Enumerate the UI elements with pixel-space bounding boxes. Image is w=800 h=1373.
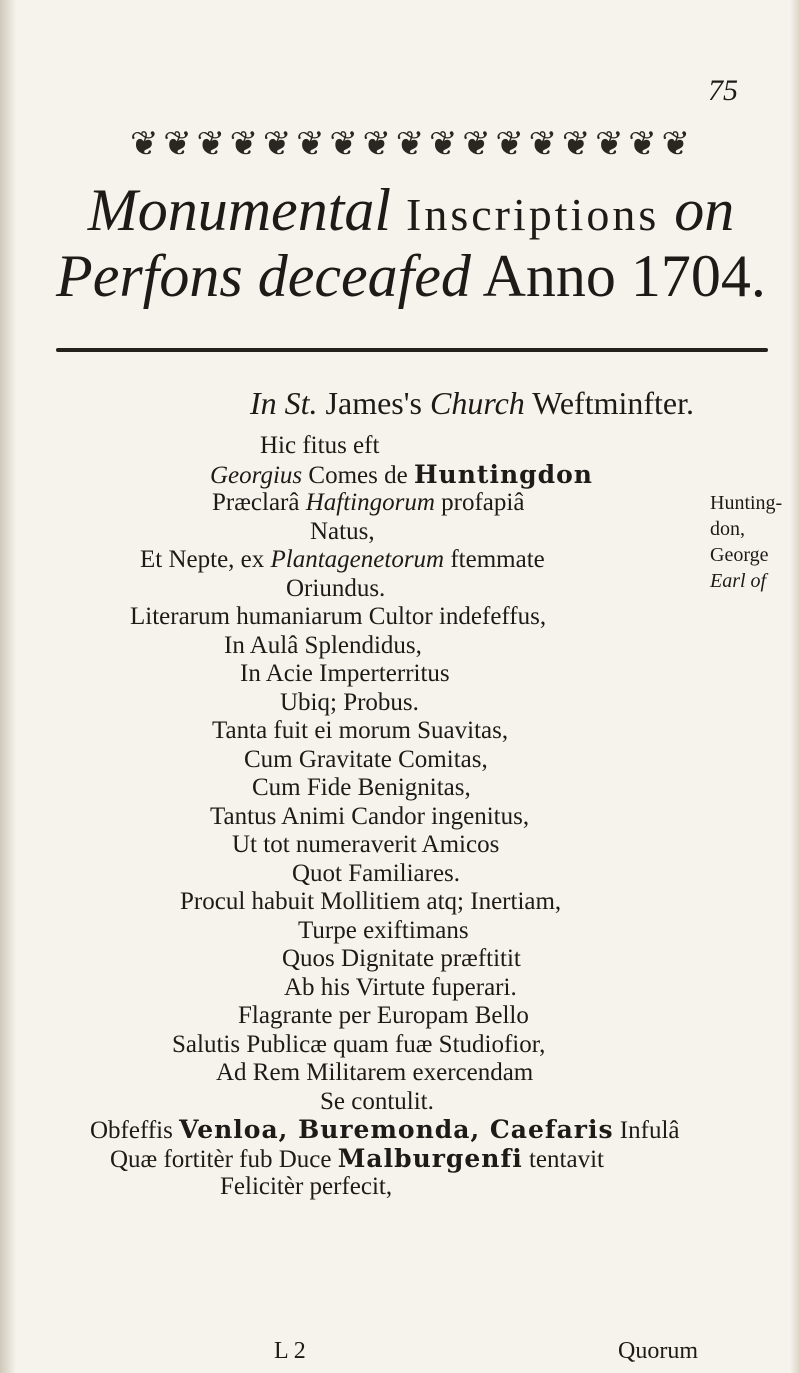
inscription-segment: Haftingorum xyxy=(305,489,435,516)
ornament-glyph: ❦ xyxy=(628,126,657,163)
ornament-glyph: ❦ xyxy=(528,126,558,163)
inscription-segment: Plantagenetorum xyxy=(270,546,445,573)
ornament-glyph: ❦ xyxy=(462,126,491,163)
ornament-glyph: ❦ xyxy=(395,126,425,163)
inscription-line xyxy=(120,917,700,946)
ornament-glyph: ❦ xyxy=(229,126,259,163)
inscription-segment: Felicitèr perfecit, xyxy=(220,1173,393,1200)
inscription-segment: Infulâ xyxy=(613,1117,680,1144)
inscription-segment: Oriundus. xyxy=(286,574,386,602)
inscription-line xyxy=(120,974,700,1003)
page-edge-shadow xyxy=(790,0,800,1373)
inscription-line xyxy=(120,945,700,974)
inscription-segment: Ubiq; Probus. xyxy=(280,688,419,716)
inscription-line xyxy=(120,432,700,461)
page-footer xyxy=(60,1338,760,1370)
inscription-segment: Huntingdon xyxy=(413,459,593,489)
inscription-segment: Literarum humaniarum Cultor indefeffus, xyxy=(130,603,547,630)
inscription-line xyxy=(120,831,700,860)
page-gutter-shadow xyxy=(0,0,16,1373)
inscription-segment: Et Nepte, ex xyxy=(140,546,271,573)
margin-note-line: don, xyxy=(710,518,745,540)
inscription-line xyxy=(120,632,700,661)
inscription-line xyxy=(120,489,700,518)
inscription-line xyxy=(120,860,700,889)
ornamental-border xyxy=(130,120,690,170)
heading-inscriptions: Inscriptions xyxy=(406,189,660,240)
heading-anno: Anno 1704. xyxy=(482,243,766,309)
heading-on: on xyxy=(674,177,735,243)
ornament-glyph: ❦ xyxy=(262,126,292,163)
church-place: Weftminfter. xyxy=(532,385,695,421)
inscription-segment: Se contulit. xyxy=(320,1087,434,1115)
inscription-line xyxy=(120,1031,700,1060)
margin-note-line: Earl of xyxy=(710,570,767,592)
inscription-line xyxy=(110,1145,700,1174)
inscription-line xyxy=(120,518,700,547)
heading-rule xyxy=(56,348,768,352)
inscription-line xyxy=(120,1059,700,1088)
inscription-segment: Ab his Virtute fuperari. xyxy=(284,973,517,1001)
inscription-line xyxy=(120,689,700,718)
ornament-glyph: ❦ xyxy=(428,126,458,163)
margin-note-line: George xyxy=(710,544,769,566)
inscription-segment: Hic fitus eft xyxy=(260,432,380,459)
inscription-segment: ftemmate xyxy=(444,546,545,573)
inscription-segment: Malburgenfi xyxy=(337,1143,523,1173)
ornament-glyph: ❦ xyxy=(495,126,524,163)
ornament-glyph: ❦ xyxy=(163,126,192,163)
inscription-line xyxy=(120,717,700,746)
inscription-line xyxy=(120,803,700,832)
heading-monumental: Monumental xyxy=(87,177,392,243)
inscription-segment: Venloa, Buremonda, Caefaris xyxy=(179,1115,614,1144)
signature-mark: L 2 xyxy=(274,1338,306,1364)
inscription-line xyxy=(120,603,700,632)
ornament-glyph: ❦ xyxy=(661,126,690,163)
margin-note-line: Hunting- xyxy=(710,492,783,514)
inscription-line xyxy=(120,461,700,490)
ornament-glyph: ❦ xyxy=(561,126,591,163)
church-james: James's xyxy=(325,385,422,421)
inscription-segment: Georgius xyxy=(210,461,303,489)
inscription-segment: In Aulâ Splendidus, xyxy=(224,631,422,659)
inscription-line xyxy=(120,1002,700,1031)
inscription-segment: Flagrante per Europam Bello xyxy=(238,1002,529,1029)
page-heading xyxy=(56,177,766,309)
inscription-segment: Procul habuit Mollitiem atq; Inertiam, xyxy=(180,888,562,915)
inscription-segment: Natus, xyxy=(310,517,375,545)
inscription-segment: Ad Rem Militarem exercendam xyxy=(216,1059,534,1086)
ornament-glyph: ❦ xyxy=(296,126,325,163)
heading-persons-deceased: Perfons deceafed xyxy=(56,243,471,309)
ornament-glyph: ❦ xyxy=(329,126,358,163)
inscription-line xyxy=(120,660,700,689)
inscription-segment: Obfeffis xyxy=(90,1117,180,1144)
ornament-glyph: ❦ xyxy=(196,126,225,163)
ornament-glyph: ❦ xyxy=(362,126,392,163)
church-heading xyxy=(250,385,694,422)
page-number: 75 xyxy=(708,74,738,107)
inscription-line xyxy=(120,546,700,575)
inscription-segment: Turpe exiftimans xyxy=(298,916,469,944)
inscription-line xyxy=(120,1088,700,1117)
inscription-text xyxy=(90,432,700,1202)
inscription-segment: Præclarâ xyxy=(212,489,306,516)
inscription-segment: Salutis Publicæ quam fuæ Studiofior, xyxy=(172,1030,546,1058)
ornament-glyph: ❦ xyxy=(595,126,624,163)
inscription-segment: Cum Gravitate Comitas, xyxy=(244,745,488,773)
inscription-line xyxy=(120,746,700,775)
inscription-line xyxy=(120,888,700,917)
inscription-segment: Cum Fide Benignitas, xyxy=(252,774,471,801)
inscription-segment: Quos Dignitate præftitit xyxy=(282,945,521,972)
inscription-segment: Ut tot numeraverit Amicos xyxy=(232,831,500,858)
inscription-line xyxy=(120,1173,700,1202)
church-word: Church xyxy=(429,385,525,421)
inscription-line xyxy=(120,575,700,604)
ornament-glyph: ❦ xyxy=(130,126,159,163)
inscription-line xyxy=(120,774,700,803)
inscription-segment: Quæ fortitèr fub Duce xyxy=(110,1145,338,1173)
inscription-segment: profapiâ xyxy=(434,489,525,516)
inscription-segment: Tantus Animi Candor ingenitus, xyxy=(210,802,530,830)
inscription-segment: Quot Familiares. xyxy=(292,859,461,887)
inscription-segment: In Acie Imperterritus xyxy=(240,660,450,687)
margin-note xyxy=(710,490,798,594)
inscription-line xyxy=(90,1116,700,1145)
church-in-st: In St. xyxy=(250,385,318,421)
inscription-segment: Comes de xyxy=(302,461,414,489)
inscription-segment: tentavit xyxy=(522,1145,604,1173)
catchword: Quorum xyxy=(618,1338,698,1364)
inscription-segment: Tanta fuit ei morum Suavitas, xyxy=(212,717,509,744)
